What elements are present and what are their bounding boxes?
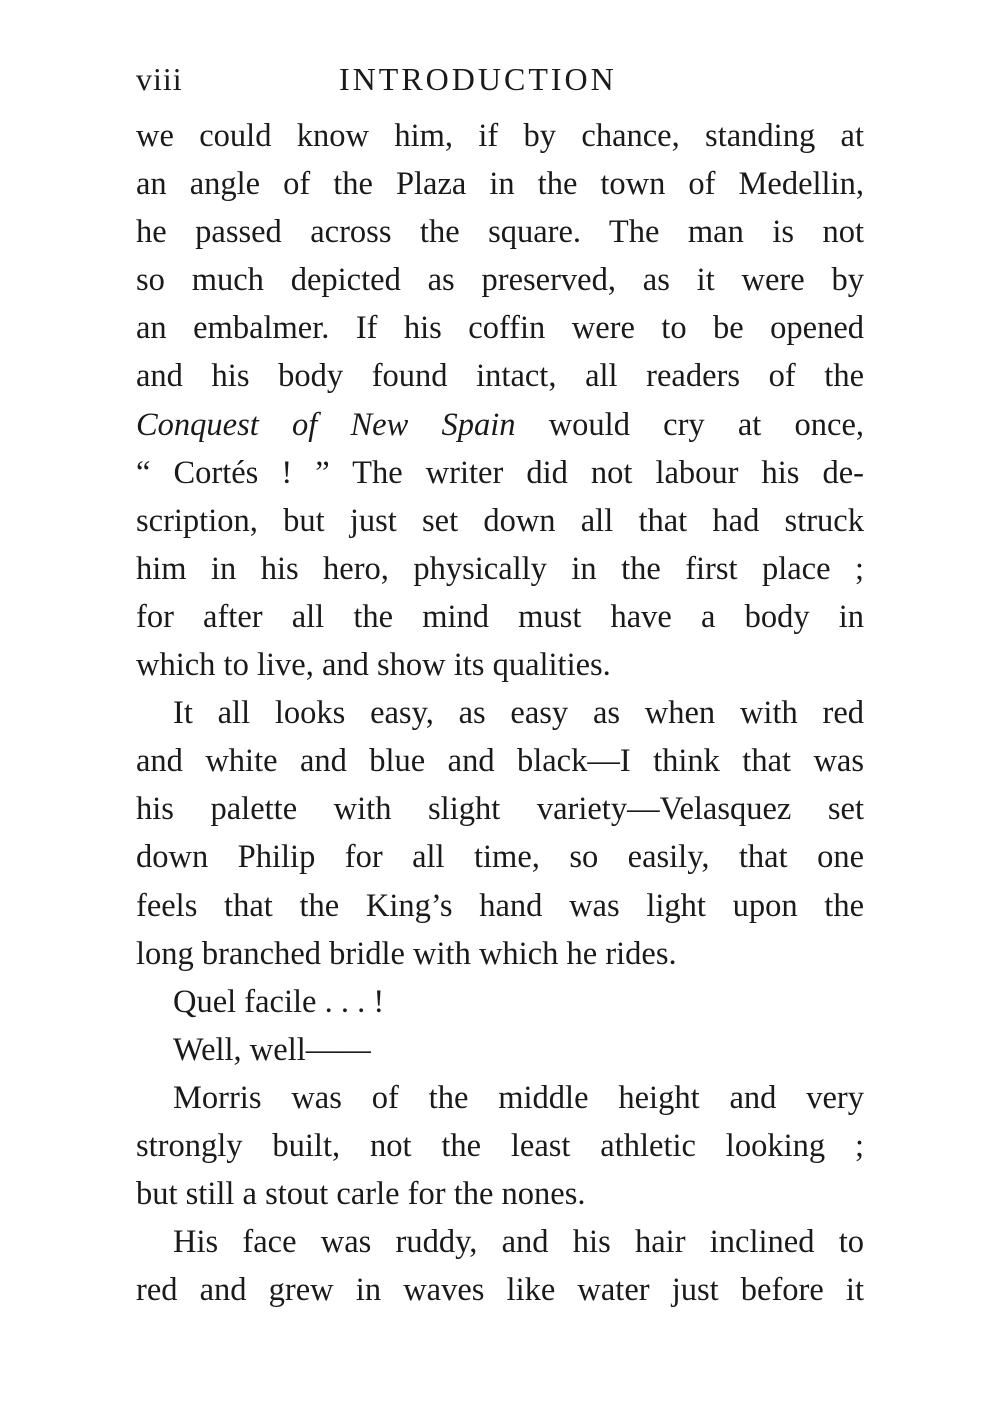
text-line: which to live, and show its qualities.	[136, 647, 611, 684]
text-line: and his body found intact, all readers of the	[136, 358, 864, 395]
text-line: strongly built, not the least athletic looking ;	[136, 1127, 864, 1164]
text-line: His face was ruddy, and his hair inclined to	[173, 1224, 864, 1261]
text-line: we could know him, if by chance, standing at	[136, 118, 864, 154]
body-text	[136, 112, 864, 1314]
page-number: viii	[136, 61, 183, 97]
text-line: for after all the mind must have a body in	[136, 598, 864, 635]
running-head	[136, 56, 864, 102]
text-line: an embalmer. If his coffin were to be opened	[136, 310, 864, 347]
book-title: Conquest of New Spain	[136, 406, 516, 443]
text-line: so much depicted as preserved, as it were by	[136, 262, 864, 299]
text-line: scription, but just set down all that had struck	[136, 502, 864, 539]
text-line: him in his hero, physically in the first place ;	[136, 550, 864, 587]
text-line: long branched bridle with which he rides.	[136, 935, 677, 972]
text-line: “ Cortés ! ” The writer did not labour his de-	[136, 454, 864, 491]
text-line: down Philip for all time, so easily, that one	[136, 839, 864, 876]
text-line: and white and blue and black—I think that was	[136, 743, 864, 780]
text-line: feels that the King’s hand was light upon the	[136, 887, 864, 924]
text-line: he passed across the square. The man is not	[136, 214, 864, 251]
running-title: INTRODUCTION	[339, 61, 617, 97]
text-line: Well, well——	[173, 1031, 371, 1068]
text-line: red and grew in waves like water just before it	[136, 1272, 864, 1309]
text-fragment: would cry at once,	[548, 406, 864, 443]
text-line	[136, 401, 864, 449]
text-line: Quel facile . . . !	[173, 983, 385, 1020]
text-line: his palette with slight variety—Velasquez set	[136, 791, 864, 828]
text-line: It all looks easy, as easy as when with red	[173, 695, 864, 732]
text-line: Morris was of the middle height and very	[173, 1079, 864, 1116]
text-line: an angle of the Plaza in the town of Medellin,	[136, 166, 864, 203]
text-line: but still a stout carle for the nones.	[136, 1176, 586, 1213]
